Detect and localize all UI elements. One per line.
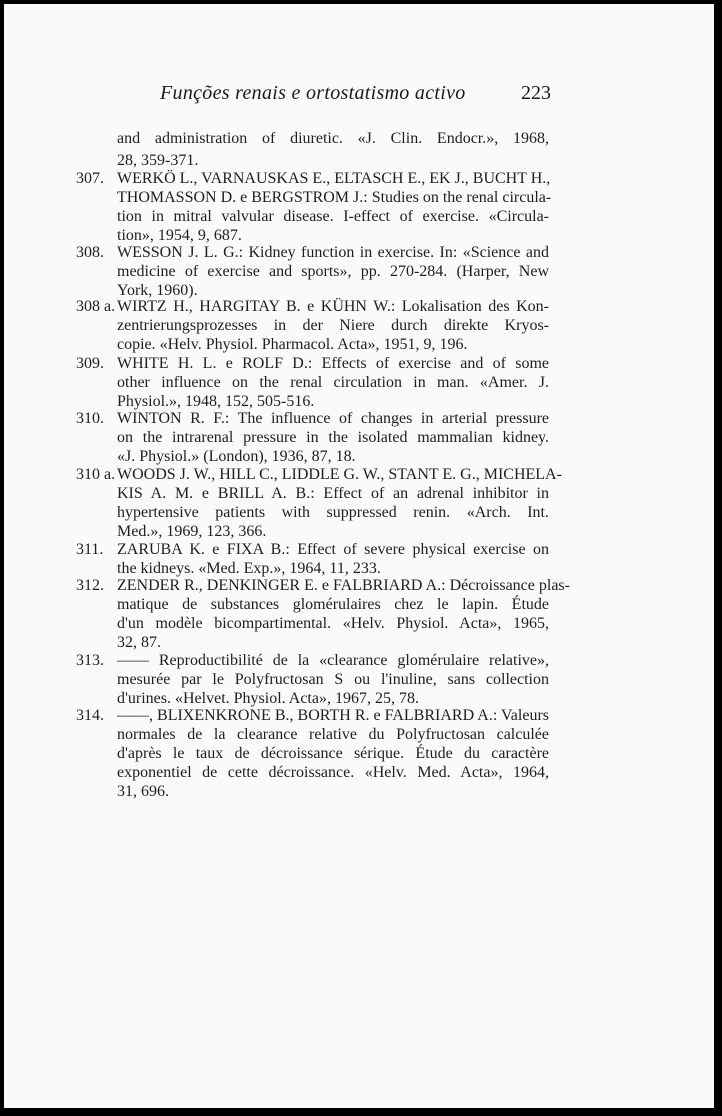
reference-line: the kidneys. «Med. Exp.», 1964, 11, 233. <box>117 560 381 577</box>
reference-line: hypertensive patients with suppressed renin. «Arch. Int. <box>117 504 549 521</box>
reference-line: «J. Physiol.» (London), 1936, 87, 18. <box>117 448 356 465</box>
reference-number: 309. <box>76 355 104 372</box>
reference-line: normales de la clearance relative du Polyfructosan calculée <box>117 726 549 743</box>
reference-line: KIS A. M. e BRILL A. B.: Effect of an adrenal inhibitor in <box>117 485 549 502</box>
reference-line: d'un modèle bicompartimental. «Helv. Physiol. Acta», 1965, <box>117 615 549 632</box>
reference-line: d'après le taux de décroissance sérique. Étude du caractère <box>117 745 549 762</box>
reference-line: 31, 696. <box>117 783 169 800</box>
reference-line: mesurée par le Polyfructosan S ou l'inuline, sans collection <box>117 671 549 688</box>
reference-number: 314. <box>76 707 104 724</box>
reference-number: 308. <box>76 244 104 261</box>
reference-line: 32, 87. <box>117 634 161 651</box>
reference-line: tion in mitral valvular disease. I-effect of exercise. «Circula- <box>117 208 549 225</box>
reference-line: WHITE H. L. e ROLF D.: Effects of exercise and of some <box>117 355 549 372</box>
reference-list <box>4 4 714 1108</box>
reference-line: other influence on the renal circulation in man. «Amer. J. <box>117 374 549 391</box>
reference-line: exponentiel de cette décroissance. «Helv. Med. Acta», 1964, <box>117 764 549 781</box>
reference-line: matique de substances glomérulaires chez le lapin. Étude <box>117 596 549 613</box>
reference-line: York, 1960). <box>117 282 198 299</box>
reference-number: 313. <box>76 652 104 669</box>
reference-number: 310 a. <box>76 466 116 483</box>
document-page <box>4 4 714 1108</box>
reference-line: and administration of diuretic. «J. Clin. Endocr.», 1968, <box>117 130 549 147</box>
reference-line: ZENDER R., DENKINGER E. e FALBRIARD A.: Décroissance plas- <box>117 577 570 594</box>
reference-line: ZARUBA K. e FIXA B.: Effect of severe physical exercise on <box>117 541 549 558</box>
reference-line: WERKÖ L., VARNAUSKAS E., ELTASCH E., EK J., BUCHT H., <box>117 170 551 187</box>
reference-number: 307. <box>76 170 104 187</box>
page-number: 223 <box>521 82 551 104</box>
reference-line: WESSON J. L. G.: Kidney function in exercise. In: «Science and <box>117 244 549 261</box>
reference-number: 308 a. <box>76 298 116 315</box>
reference-line: ——, BLIXENKRONE B., BORTH R. e FALBRIARD A.: Valeurs <box>117 707 549 724</box>
reference-line: 28, 359-371. <box>117 152 199 169</box>
running-title: Funções renais e ortostatismo activo <box>160 82 466 104</box>
reference-line: —— Reproductibilité de la «clearance glomérulaire relative», <box>117 652 549 669</box>
reference-line: Med.», 1969, 123, 366. <box>117 523 267 540</box>
reference-line: on the intrarenal pressure in the isolated mammalian kidney. <box>117 429 549 446</box>
reference-line: THOMASSON D. e BERGSTROM J.: Studies on the renal circula- <box>117 189 552 206</box>
reference-number: 311. <box>76 541 104 558</box>
reference-line: d'urines. «Helvet. Physiol. Acta», 1967, 25, 78. <box>117 690 419 707</box>
reference-line: medicine of exercise and sports», pp. 270-284. (Harper, New <box>117 263 549 280</box>
reference-line: WINTON R. F.: The influence of changes in arterial pressure <box>117 410 549 427</box>
reference-line: WIRTZ H., HARGITAY B. e KÜHN W.: Lokalisation des Kon- <box>117 298 549 315</box>
reference-line: copie. «Helv. Physiol. Pharmacol. Acta», 1951, 9, 196. <box>117 336 468 353</box>
reference-line: zentrierungsprozesses in der Niere durch direkte Kryos- <box>117 317 549 334</box>
reference-number: 312. <box>76 577 104 594</box>
reference-line: tion», 1954, 9, 687. <box>117 227 242 244</box>
reference-line: Physiol.», 1948, 152, 505-516. <box>117 393 315 410</box>
reference-number: 310. <box>76 410 104 427</box>
reference-line: WOODS J. W., HILL C., LIDDLE G. W., STANT E. G., MICHELA- <box>117 466 562 483</box>
